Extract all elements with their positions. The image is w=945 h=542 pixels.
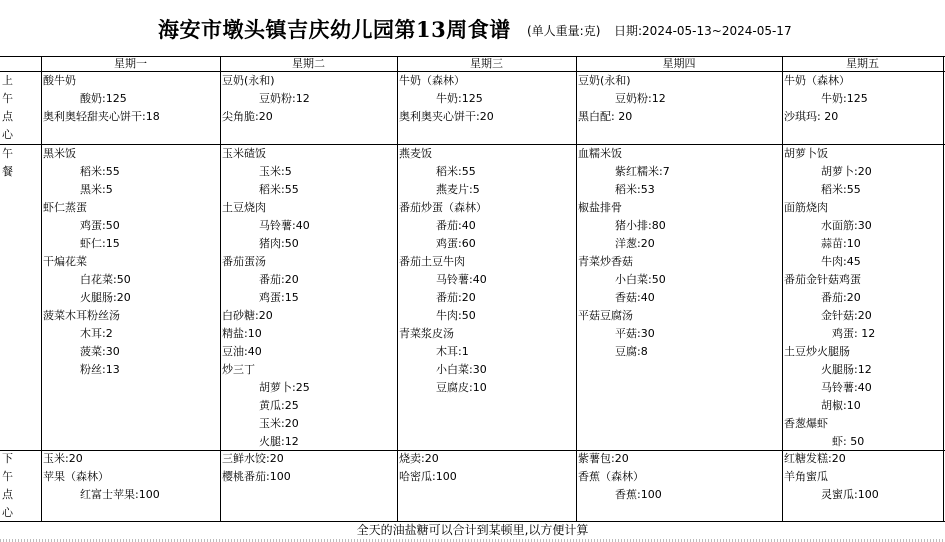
ingredient-line: 鸡蛋: 12 [832,327,876,340]
ingredient-line: 酸奶:125 [80,92,127,105]
dish-line: 豆油:40 [222,345,262,358]
ingredient-line: 虾: 50 [832,435,865,448]
dish-line: 樱桃番茄:100 [222,470,291,483]
dish-line: 牛奶（森林） [399,74,465,87]
lunch-friday [784,145,875,451]
ingredient-line: 木耳:2 [80,327,113,340]
dish-line: 豆奶(永和) [222,74,275,87]
dish-line: 香蕉（森林） [578,470,644,483]
ingredient-line: 燕麦片:5 [436,183,480,196]
dish-line: 土豆炒火腿肠 [784,345,850,358]
ingredient-line: 黑米:5 [80,183,113,196]
ingredient-line: 鸡蛋:15 [259,291,299,304]
morning-snack-friday [784,72,868,126]
dish-line: 奥利奥轻甜夹心饼干:18 [43,110,160,123]
ingredient-line: 番茄:20 [259,273,299,286]
ingredient-line: 牛肉:50 [436,309,476,322]
dish-line: 紫薯包:20 [578,452,629,465]
dish-line: 面筋烧肉 [784,201,828,214]
ingredient-line: 马铃薯:40 [821,381,872,394]
dish-line: 菠菜木耳粉丝汤 [43,309,120,322]
ingredient-line: 水面筋:30 [821,219,872,232]
label-lunch [2,145,16,181]
dish-line: 炒三丁 [222,363,255,376]
ingredient-line: 胡椒:10 [821,399,861,412]
day-header-monday: 星期一 [114,57,147,70]
dish-line: 玉米:20 [43,452,83,465]
label-char: 点 [2,110,13,123]
footer-note: 全天的油盐糖可以合计到某顿里,以方便计算 [356,523,589,537]
ingredient-line: 马铃薯:40 [259,219,310,232]
grid-line [782,56,783,521]
ingredient-line: 洋葱:20 [615,237,655,250]
ingredient-line: 红富士苹果:100 [80,488,160,501]
ingredient-line: 紫红糯米:7 [615,165,670,178]
ingredient-line: 火腿:12 [259,435,299,448]
date-range: 日期:2024-05-13~2024-05-17 [614,24,792,38]
ingredient-line: 豆腐皮:10 [436,381,487,394]
ingredient-line: 番茄:40 [436,219,476,232]
ingredient-line: 香菇:40 [615,291,655,304]
dish-line: 平菇豆腐汤 [578,309,633,322]
ingredient-line: 香蕉:100 [615,488,662,501]
dish-line: 尖角脆:20 [222,110,273,123]
ingredient-line: 稻米:55 [821,183,861,196]
ingredient-line: 金针菇:20 [821,309,872,322]
label-afternoon-snack [2,450,16,522]
dish-line: 牛奶（森林） [784,74,850,87]
dish-line: 精盐:10 [222,327,262,340]
afternoon-snack-tuesday [222,450,291,486]
label-char: 上 [2,74,13,87]
dish-line: 羊角蜜瓜 [784,470,828,483]
dish-line: 番茄蛋汤 [222,255,266,268]
dish-line: 三鲜水饺:20 [222,452,284,465]
dish-line: 血糯米饭 [578,147,622,160]
dish-line: 沙琪玛: 20 [784,110,839,123]
day-header-friday: 星期五 [846,57,879,70]
day-header-thursday: 星期四 [662,57,696,70]
ingredient-line: 稻米:55 [259,183,299,196]
day-header-wednesday: 星期三 [470,57,503,70]
label-char: 餐 [2,165,13,178]
dish-line: 番茄金针菇鸡蛋 [784,273,861,286]
ingredient-line: 火腿肠:20 [80,291,131,304]
dish-line: 椒盐排骨 [578,201,622,214]
dish-line: 番茄土豆牛肉 [399,255,465,268]
grid-line [943,56,944,521]
ingredient-line: 菠菜:30 [80,345,120,358]
ingredient-line: 粉丝:13 [80,363,120,376]
dish-line: 哈密瓜:100 [399,470,457,483]
label-char: 心 [2,128,13,141]
ingredient-line: 白花菜:50 [80,273,131,286]
ingredient-line: 蒜苗:10 [821,237,861,250]
ingredient-line: 玉米:20 [259,417,299,430]
ingredient-line: 马铃薯:40 [436,273,487,286]
dish-line: 番茄炒蛋（森林） [399,201,487,214]
dish-line: 胡萝卜饭 [784,147,828,160]
unit-note: (单人重量:克) [527,24,601,38]
ingredient-line: 小白菜:50 [615,273,666,286]
ingredient-line: 虾仁:15 [80,237,120,250]
dish-line: 玉米碴饭 [222,147,266,160]
ingredient-line: 豆奶粉:12 [259,92,310,105]
ingredient-line: 番茄:20 [436,291,476,304]
dish-line: 苹果（森林） [43,470,109,483]
ingredient-line: 鸡蛋:50 [80,219,120,232]
page-title: 海安市墩头镇吉庆幼儿园第13周食谱 [158,17,511,42]
dish-line: 奥利奥夹心饼干:20 [399,110,494,123]
ingredient-line: 猪肉:50 [259,237,299,250]
day-header-tuesday: 星期二 [292,57,325,70]
afternoon-snack-thursday [578,450,662,504]
grid-line [220,56,221,521]
ingredient-line: 木耳:1 [436,345,469,358]
dish-line: 白砂糖:20 [222,309,273,322]
ingredient-line: 灵蜜瓜:100 [821,488,879,501]
ingredient-line: 豆奶粉:12 [615,92,666,105]
ingredient-line: 牛肉:45 [821,255,861,268]
dish-line: 青菜浆皮汤 [399,327,454,340]
label-morning-snack [2,72,16,144]
dish-line: 烧卖:20 [399,452,439,465]
grid-line [397,56,398,521]
grid-line [576,56,577,521]
label-char: 午 [2,92,13,105]
ingredient-line: 稻米:55 [80,165,120,178]
dish-line: 干煸花菜 [43,255,87,268]
morning-snack-thursday [578,72,666,126]
morning-snack-wednesday [399,72,494,126]
label-char: 下 [2,452,13,465]
afternoon-snack-friday [784,450,879,504]
ingredient-line: 小白菜:30 [436,363,487,376]
dish-line: 酸牛奶 [43,74,76,87]
label-char: 心 [2,506,13,519]
dish-line: 土豆烧肉 [222,201,266,214]
afternoon-snack-monday [43,450,160,504]
ingredient-line: 平菇:30 [615,327,655,340]
dish-line: 红糖发糕:20 [784,452,846,465]
lunch-tuesday [222,145,310,451]
ingredient-line: 火腿肠:12 [821,363,872,376]
ingredient-line: 牛奶:125 [821,92,868,105]
ingredient-line: 牛奶:125 [436,92,483,105]
afternoon-snack-wednesday [399,450,457,486]
ingredient-line: 豆腐:8 [615,345,648,358]
lunch-wednesday [399,145,487,397]
lunch-thursday [578,145,670,361]
ingredient-line: 番茄:20 [821,291,861,304]
morning-snack-tuesday [222,72,310,126]
ingredient-line: 猪小排:80 [615,219,666,232]
dish-line: 香葱爆虾 [784,417,828,430]
dish-line: 黑米饭 [43,147,76,160]
ingredient-line: 鸡蛋:60 [436,237,476,250]
dish-line: 豆奶(永和) [578,74,631,87]
morning-snack-monday [43,72,160,126]
ingredient-line: 玉米:5 [259,165,292,178]
menu-title-bar [0,0,945,56]
label-char: 午 [2,147,13,160]
dish-line: 燕麦饭 [399,147,432,160]
grid-line [41,56,42,521]
ingredient-line: 胡萝卜:20 [821,165,872,178]
ingredient-line: 胡萝卜:25 [259,381,310,394]
dish-line: 黑白配: 20 [578,110,633,123]
label-char: 午 [2,470,13,483]
dish-line: 青菜炒香菇 [578,255,633,268]
dish-line: 虾仁蒸蛋 [43,201,87,214]
ingredient-line: 稻米:55 [436,165,476,178]
ingredient-line: 黄瓜:25 [259,399,299,412]
ingredient-line: 稻米:53 [615,183,655,196]
label-char: 点 [2,488,13,501]
lunch-monday [43,145,131,379]
